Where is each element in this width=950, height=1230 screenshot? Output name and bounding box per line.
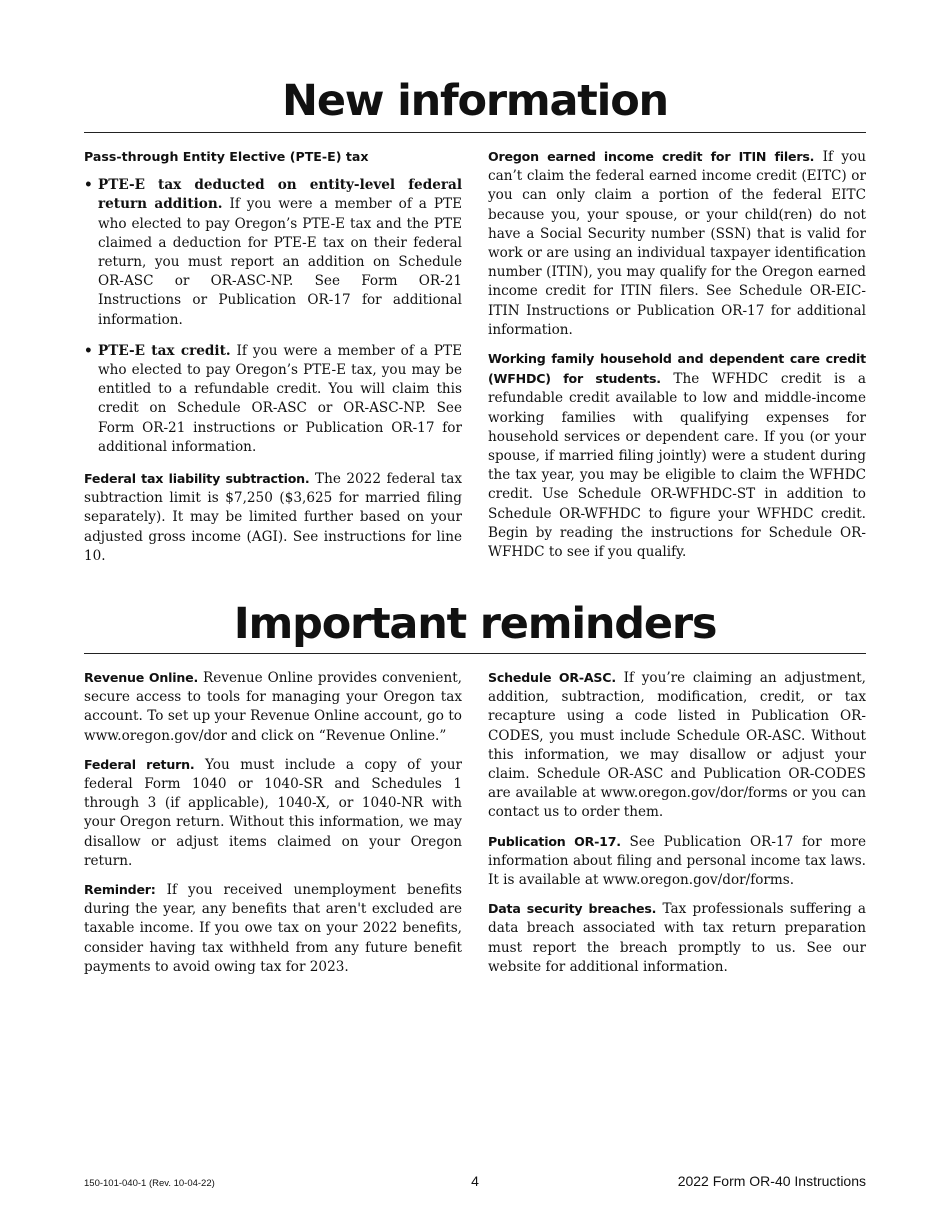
list-item: • PTE-E tax credit. If you were a member of a PTE who elected to pay Oregon’s PTE-E tax, you may be entitled to a refundable credit. You will claim this credit on Schedule OR-ASC or OR-ASC-NP. See Form OR-21 instructions or Publication OR-17 for additional information. [84,342,462,457]
document-page [84,0,866,1230]
document-title: 2022 Form OR-40 Instructions [677,1173,866,1189]
new-info-left-column [84,147,462,575]
list-item: • PTE-E tax deducted on entity-level federal return addition. If you were a member of a PTE who elected to pay Oregon’s PTE-E tax and the PTE claimed a deduction for PTE-E tax on their federal return, you must report an addition on Schedule OR-ASC or OR-ASC-NP. See Form OR-21 Instructions or Publication OR-17 for additional information. [84,176,462,330]
itin-eic-paragraph: Oregon earned income credit for ITIN filers. If you can’t claim the federal earned income credit (EITC) or you can only claim a portion of the federal EITC because you, your spouse, or your child(ren) do not have a Social Security number (SSN) that is valid for work or are using an individual taxpayer identification number (ITIN), you may qualify for the Oregon earned income credit for ITIN filers. See Schedule OR-EIC-ITIN Instructions or Publication OR-17 for additional information. [488,149,866,338]
federal-tax-liability-paragraph: Federal tax liability subtraction. The 2022 federal tax subtraction limit is $7,250 ($3,625 for married filing separately). It may be limited further based on your adjusted gross income (AGI). See instructions for line 10. [84,471,462,564]
reminders-left-column [84,668,462,986]
important-reminders-title: Important reminders [233,599,717,649]
schedule-or-asc-paragraph: Schedule OR-ASC. If you’re claiming an adjustment, addition, subtraction, modification, credit, or tax recapture using a code listed in Publication OR-CODES, you must include Schedule OR-ASC. Without this information, we may disallow or adjust your claim. Schedule OR-ASC and Publication OR-CODES are available at www.oregon.gov/dor/forms or you can contact us to order them. [488,670,866,821]
pte-e-bullet-list [84,176,462,457]
revenue-online-paragraph: Revenue Online. Revenue Online provides convenient, secure access to tools for managing your Oregon tax account. To set up your Revenue Online account, go to www.oregon.gov/dor and click on “Revenue Online.” [84,670,462,744]
wfhdc-paragraph: Working family household and dependent care credit (WFHDC) for students. The WFHDC credit is a refundable credit available to low and middle-income working families with qualifying expenses for household services or dependent care. If you (or your spouse, if married filing jointly) were a student during the tax year, you may be eligible to claim the WFHDC credit. Use Schedule OR-WFHDC-ST in addition to Schedule OR-WFHDC to figure your WFHDC credit. Begin by reading the instructions for Schedule OR-WFHDC to see if you qualify. [488,351,866,561]
page-number: 4 [471,1173,479,1189]
new-information-title: New information [282,76,668,126]
federal-return-paragraph: Federal return. You must include a copy of your federal Form 1040 or 1040-SR and Schedules 1 through 3 (if applicable), 1040-X, or 1040-NR with your Oregon return. Without this information, we may disallow or adjust items claimed on your Oregon return. [84,756,462,869]
data-security-paragraph: Data security breaches. Tax professionals suffering a data breach associated with tax return preparation must report the breach promptly to us. See our website for additional information. [488,901,866,975]
form-code: 150-101-040-1 (Rev. 10-04-22) [84,1178,215,1189]
reminders-right-column [488,668,866,986]
title-divider [84,132,866,133]
publication-or17-paragraph: Publication OR-17. See Publication OR-17 for more information about filing and personal income tax laws. It is available at www.oregon.gov/dor/forms. [488,833,866,889]
unemployment-reminder-paragraph: Reminder: If you received unemployment benefits during the year, any benefits that aren't excluded are taxable income. If you owe tax on your 2022 benefits, consider having tax withheld from any future benefit payments to avoid owing tax for 2023. [84,882,462,975]
title-divider [84,653,866,654]
pte-e-heading: Pass-through Entity Elective (PTE-E) tax [84,149,369,164]
new-info-right-column [488,147,866,571]
new-information-title-wrap [84,76,866,126]
important-reminders-title-wrap [84,599,866,649]
